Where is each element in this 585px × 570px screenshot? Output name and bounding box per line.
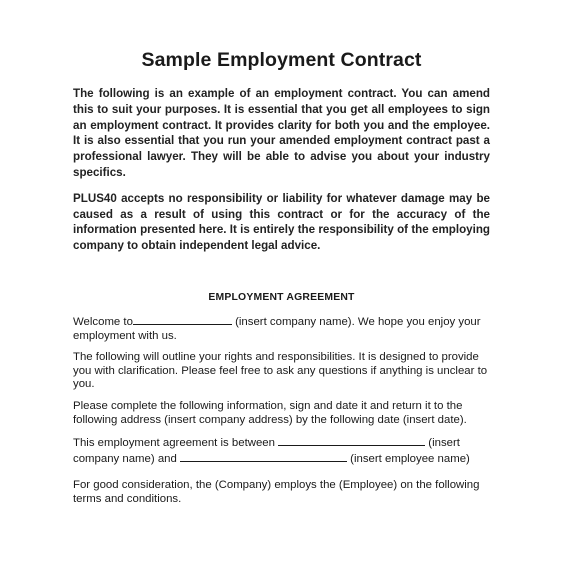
company-blank: [278, 435, 425, 446]
parties-text-employee: (insert employee name): [347, 452, 470, 465]
employee-blank: [180, 451, 347, 462]
intro-paragraph: The following is an example of an employment contract. You can amend this to suit your purposes. It is essential that you get all employees to sign an employment contract. It provides clarity for both you and the employee. It is also essential that you run your amended employment contract past a professional lawyer. They will be able to advise you about your industry specifics.: [73, 87, 490, 179]
disclaimer-paragraph: PLUS40 accepts no responsibility or liability for whatever damage may be caused as a result of using this contract or for the accuracy of the information presented here. It is entirely the responsibility of the employing company to obtain independent legal advice.: [73, 191, 490, 253]
parties-text-company: (insert company name) and: [73, 437, 460, 465]
parties-paragraph: [73, 435, 490, 466]
document-page: [73, 48, 490, 507]
document-title: Sample Employment Contract: [141, 49, 422, 71]
parties-text: This employment agreement is between: [73, 437, 279, 450]
welcome-text: Welcome to: [73, 315, 133, 328]
instructions-paragraph: Please complete the following information, sign and date it and return it to the following address (insert company address) by the following date (insert date).: [73, 399, 467, 426]
consideration-paragraph: For good consideration, the (Company) employs the (Employee) on the following terms and conditions.: [73, 479, 480, 505]
rights-paragraph: The following will outline your rights and responsibilities. It is designed to provide you with clarification. Please feel free to ask any questions if anything is unclear to you.: [73, 351, 488, 391]
welcome-paragraph: [73, 314, 490, 343]
section-heading: EMPLOYMENT AGREEMENT: [208, 291, 355, 303]
welcome-text-continued: (insert company name). We hope you enjoy your employment with us.: [73, 315, 481, 342]
company-name-blank: [133, 314, 232, 325]
